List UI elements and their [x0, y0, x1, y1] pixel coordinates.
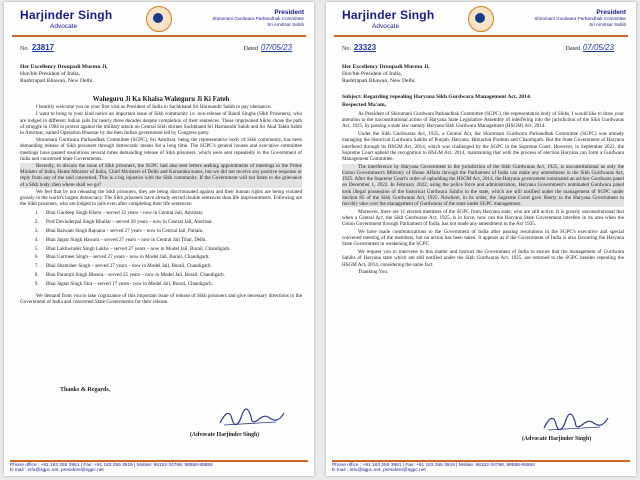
address-line: Hon'ble President of India, — [20, 70, 81, 77]
letterhead-place: Sri Amritsar Sahib — [267, 22, 304, 27]
letter-body — [342, 94, 624, 277]
prisoner-list — [20, 209, 302, 288]
footer-phone: Phone office : +91 183 255 3951 — [10, 463, 80, 468]
address-line: Hon'ble President of India, — [342, 70, 403, 77]
address-line: Her Excellency Droupadi Murmu Ji, — [20, 64, 108, 70]
letter-number-label: No. — [342, 46, 351, 52]
paragraph: Shiromani Gurdwara Parbandhak Committee (SGPC), Sri Amritsar, being the representative body of Sikh community, has been demanding release of Sikh prisoners through democratic means for a long time. The SGPC's general houses and executive committee meetings have passed resolutions several times demanding release of Sikh prisoners, which were sent repeatedly to the Government of India and concerned State Governments. — [20, 137, 302, 162]
paragraph: The interference by Haryana Government in the jurisdiction of the Sikh Gurdwaras Act, 1925, is unconstitutional as only the Union Government's Ministry of Home Affairs through the Parliament of India can make any amendment in the Sikh Gurdwaras Act, 1925. After the Supreme Court's order of upholding the HSGM Act, 2014, the Haryana government nominated an ad-hoc Gurdwara panel on December 1, 2022. In February 2022, using the police force and administration, Haryana Government's nominated Gurdwara panel took illegal possession of the historical Gurdwara Sahibs in the state, which are still notified under the management of SGPC under Section 85 of the Sikh Gurdwaras Act, 1925. Nowhere, in its order, the Supreme Court gave liberty to the Haryana Government to forcibly take over the management of Gurdwaras of the state under SGPC management. — [342, 163, 624, 208]
footer: Phone office : +91 183 255 3951 | Fax: +91 183 255 3919 | Mobile: 98152-34768, 98558-95558 E-mail : info@sgpc.net, president@sgpc.net — [332, 463, 535, 473]
letter-body — [20, 97, 302, 306]
letter-right — [326, 2, 636, 476]
letterhead-org: Shiromani Gurdwara Parbandhak Committee — [212, 16, 304, 21]
list-item: 4. Bhai Jagtar Singh Hawara – served 27 years – now in Central Jail Tihar, Delhi. — [40, 236, 302, 245]
list-item: 9. Bhai Jagtar Singh Tara – served 17 years– now in Model Jail, Burail, Chandigarh. — [40, 280, 302, 289]
letterhead-role: Advocate — [50, 23, 78, 30]
letterhead-name: Harjinder Singh — [20, 8, 113, 22]
footer-email: E-mail : info@sgpc.net — [332, 468, 381, 473]
subject-line: Subject: Regarding repealing Haryana Sikh Gurdwara Management Act, 2014. — [342, 94, 532, 100]
list-item: 1. Bhai Gurdeep Singh Khera – served 32 years – now in Central Jail, Amritsar. — [40, 209, 302, 218]
letter-number-value: 23323 — [353, 43, 377, 52]
letterhead-title: President — [596, 9, 626, 16]
paragraph: We demand from you to take cognizance of this important issue of release of Sikh prisoners and give necessary directions to the Government of India and concerned State Governments for their release. — [20, 292, 302, 305]
list-item: 6. Bhai Gurmeet Singh – served 27 years – now in Model Jail, Burail, Chandigarh. — [40, 253, 302, 262]
footer-mobile: Mobile: 98152-34768, 98558-95558 — [136, 463, 213, 468]
footer-email-2: president@sgpc.net — [383, 468, 426, 473]
footer-mobile: Mobile: 98152-34768, 98558-95558 — [458, 463, 535, 468]
address-line: Rashtrapati Bhawan, New Delhi. — [342, 77, 416, 84]
letter-number-value: 23817 — [31, 43, 55, 52]
paragraph: Under the Sikh Gurdwaras Act, 1925, a Central Act, the Shiromani Gurdwara Parbandhak Committee (SGPC) was already managing the historical Gurdwara Sahibs of Punjab, Haryana, Himachal Pradesh and Chandigarh. But the State Government of Haryana interfered through its HSGM Act, 2014, which was challenged by the SGPC in the Supreme Court. However, in September 2022, the Supreme Court upheld the recognition to HSGM Act, 2014, maintaining that with the process of election Haryana can form a Gurdwara Management Committee. — [342, 131, 624, 163]
letterhead-place: Sri Amritsar Sahib — [589, 22, 626, 27]
list-item: 3. Bhai Balwant Singh Rajoana – served 27 years – now in Central Jail, Patiala. — [40, 227, 302, 236]
footer-email: E-mail : info@sgpc.net — [10, 468, 59, 473]
letter-date-value: 07/05/23 — [582, 43, 614, 52]
address-line: Rashtrapati Bhawan, New Delhi. — [20, 77, 94, 84]
footer-divider — [332, 460, 630, 462]
paragraph: Moreover, there are 11 elected members of the SGPC from Haryana state, who are still active. It is grossly unconstitutional that when a Central Act, the Sikh Gurdwaras Act, 1925, is in force, how can the Haryana State Government interfere in its area when the Union Government through Parliament of India, has not made any amendment in the Act 1925. — [342, 208, 624, 228]
letter-number — [342, 43, 376, 52]
footer-fax: Fax: +91 183 255 3919 — [405, 463, 455, 468]
sgpc-seal-icon — [468, 6, 494, 32]
paragraph: Recently, to discuss the issue of Sikh prisoners, the SGPC had also sent letters seeking appointments of meetings to the Prime Minister of India, Home Minister of India, Chief Ministers of Delhi and Karnataka states, but we did not receive any positive response or reply from any of the said concerned. This is a big injustice with the Sikh community. If the Government will not listen to the grievance of a Sikh body, then where shall we go? — [20, 163, 302, 188]
closing: Thanks & Regards, — [60, 387, 111, 393]
signature-icon — [216, 407, 288, 429]
letter-date-label: Dated — [565, 46, 580, 52]
letter-number — [20, 43, 54, 52]
list-item: 8. Bhai Paramjit Singh Bheora – served 25 years – now in Model Jail, Burail, Chandigarh. — [40, 271, 302, 280]
header-divider — [334, 35, 628, 37]
letter-date-label: Dated — [243, 46, 258, 52]
letter-date — [566, 43, 614, 52]
recipient-address — [20, 64, 108, 84]
letter-number-label: No. — [20, 46, 29, 52]
paragraph: We feel that by not releasing the Sikh prisoners, they are being discriminated against and their human rights are being violated grossly in the world's largest democracy. The Sikh prisoners have already served double sentences than life imprisonments. Following are the Sikh prisoners, who are lodged in jails even after completing their life sentences: — [20, 188, 302, 208]
letter-date-value: 07/05/23 — [260, 43, 292, 52]
paragraph: I want to bring to your kind notice an important issue of Sikh community i.e. non-release of Bandi Singhs (Sikh Prisoners), who are lodged in different Indian jails for nearly three decades despite completion of their sentences. These imprisoned Sikhs chose the path of struggle in 1984 in protest against the military attack on Central Sikh shrines Sachkhand Sri Harmandir Sahib and Sri Akal Takht Sahib in Amritsar, named Operation Bluestar by the then Indian government led by Congress party. — [20, 111, 302, 137]
letterhead-role: Advocate — [372, 23, 400, 30]
paragraph: I heartily welcome you on your first visit as President of India to Sachkhand Sri Harmandir Sahib to pay obeisance. — [36, 104, 272, 111]
header-divider — [12, 35, 306, 37]
footer-phone: Phone office : +91 183 255 3951 — [332, 463, 402, 468]
letterhead-name-block — [20, 8, 130, 30]
footer: Phone office : +91 183 255 3951 | Fax: +91 183 255 3919 | Mobile: 98152-34768, 98558-95558 E-mail : info@sgpc.net, president@sgpc.net — [10, 463, 213, 473]
greeting: Waheguru Ji Ka Khalsa Waheguru Ji Ki Fateh — [92, 96, 230, 103]
list-item: 5. Bhai Lakhwinder Singh Lakha – served 27 years – now in Model Jail, Burail, Chandigarh. — [40, 245, 302, 254]
letterhead-name-block — [342, 8, 452, 30]
letterhead-title-block — [192, 9, 304, 27]
footer-email-2: president@sgpc.net — [61, 468, 104, 473]
list-item: 2. Prof Devinderpal Singh Bhullar – served 28 years – now in Central Jail, Amritsar. — [40, 218, 302, 227]
thanks-line: Thanking You. — [358, 269, 389, 276]
sgpc-seal-icon — [146, 6, 172, 32]
letterhead-title: President — [274, 9, 304, 16]
list-item: 7. Bhai Shamsher Singh – served 27 years – now in Model Jail, Burail, Chandigarh. — [40, 262, 302, 271]
letterhead-org: Shiromani Gurdwara Parbandhak Committee — [534, 16, 626, 21]
signature-caption: (Advocate Harjinder Singh) — [522, 436, 592, 442]
signature-caption: (Advocate Harjinder Singh) — [190, 432, 260, 438]
letter-left — [4, 2, 314, 476]
recipient-address — [342, 64, 430, 84]
letterhead-title-block — [514, 9, 626, 27]
letterhead-name: Harjinder Singh — [342, 8, 435, 22]
signature-icon — [540, 412, 612, 434]
address-line: Her Excellency Droupadi Murmu Ji, — [342, 64, 430, 70]
paragraph: We have made communications to the Government of India after passing resolutions in the SGPC's executive and special convened meeting of the members, but no action has been taken. It appears as if the Government of India is also favouring the Haryana State Government in weakening the SGPC. — [342, 229, 624, 248]
letter-date — [244, 43, 292, 52]
paragraph: As President of Shiromani Gurdwara Parbandhak Committee (SGPC), the representative body of Sikhs, I would like to draw your attention to the unconstitutional action of Haryana State Legislative Assembly of interfering into the jurisdiction of the Sikh Gurdwaras Act, 1925, by passing a state law namely Haryana Sikh Gurdwara Management (HSGM) Act, 2014. — [342, 111, 624, 130]
footer-fax: Fax: +91 183 255 3919 — [83, 463, 133, 468]
footer-divider — [10, 460, 308, 462]
salutation: Respected Ma'am, — [342, 101, 387, 108]
paragraph: We request you to intervene in this matter and instruct the Government of India to ensure that the management of Gurdwara Sahibs of Haryana state which are still notified under the Sikh Gurdwaras Act, 1925, are returned to the SGPC besides repealing the HSGM Act, 2014, considering the same fact. — [342, 249, 624, 268]
